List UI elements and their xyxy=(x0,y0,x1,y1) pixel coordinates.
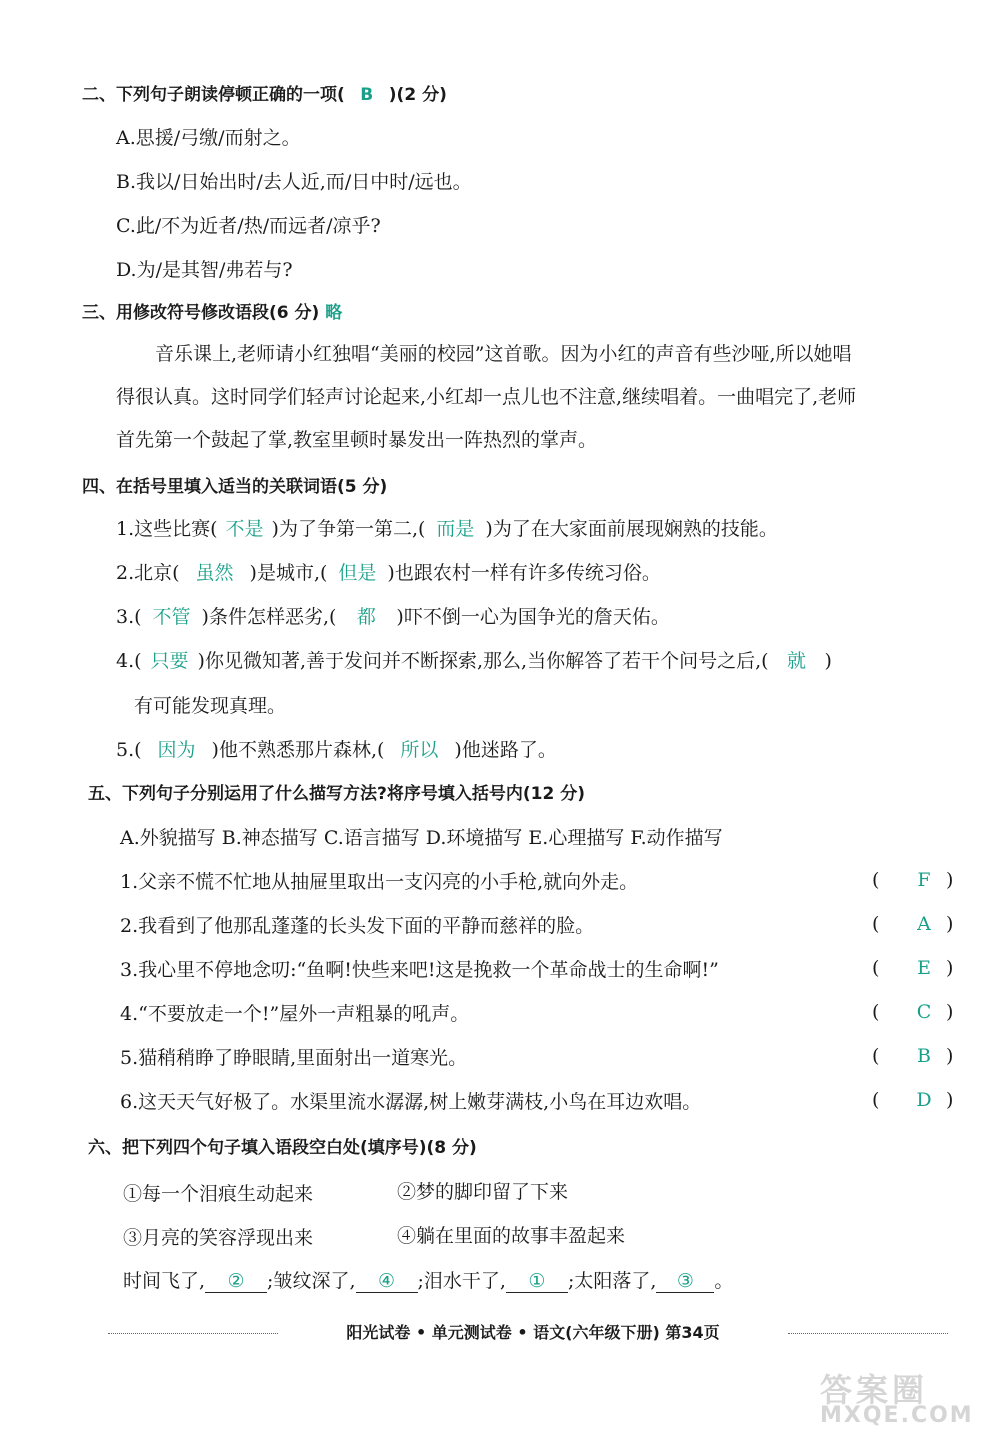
watermark-logo: 答案圈 MXQE.COM xyxy=(820,1371,974,1428)
s4-question-3: 3.( 不管 )条件怎样恶劣,( 都 )吓不倒一心为国争光的詹天佑。 xyxy=(116,606,670,628)
s5-item-3: 3.我心里不停地念叨:“鱼啊!快些来吧!这是挽救一个革命战士的生命啊!” xyxy=(120,959,719,981)
s5-item-4: 4.“不要放走一个!”屋外一声粗暴的吼声。 xyxy=(120,1003,470,1025)
section-4-title: 四、在括号里填入适当的关联词语(5 分) xyxy=(82,477,388,497)
s5-item-5: 5.猫稍稍睁了睁眼睛,里面射出一道寒光。 xyxy=(120,1047,468,1069)
option-b: B.我以/日始出时/去人近,而/日中时/远也。 xyxy=(116,171,472,193)
s5-options: A.外貌描写 B.神态描写 C.语言描写 D.环境描写 E.心理描写 F.动作描写 xyxy=(120,827,723,849)
section-2-answer: B xyxy=(360,85,374,105)
s6-blank-4: ③ xyxy=(656,1268,714,1293)
section-2-title: 二、下列句子朗读停顿正确的一项( B )(2 分) xyxy=(82,82,447,108)
s4-q4-answer-2: 就 xyxy=(787,650,807,672)
paragraph-line-2: 得很认真。这时同学们轻声讨论起来,小红却一点儿也不注意,继续唱着。一曲唱完了,老师 xyxy=(116,386,857,408)
s4-question-1: 1.这些比赛( 不是 )为了争第一第二,( 而是 )为了在大家面前展现娴熟的技能。 xyxy=(116,518,778,540)
page-footer xyxy=(108,1320,948,1346)
s4-q2-answer-1: 虽然 xyxy=(195,562,234,584)
option-d: D.为/是其智/弗若与? xyxy=(116,259,293,281)
s4-q3-answer-2: 都 xyxy=(356,606,376,628)
s4-q1-answer-1: 不是 xyxy=(225,518,264,540)
section-3-answer: 略 xyxy=(325,303,343,323)
footer-text: 阳光试卷 • 单元测试卷 • 语文(六年级下册) 第34页 xyxy=(346,1323,720,1342)
s6-option-2: ②梦的脚印留了下来 xyxy=(397,1181,569,1203)
s6-fill-sentence: 时间飞了, ② ;皱纹深了, ④ ;泪水干了, ① ;太阳落了, ③ 。 xyxy=(123,1270,734,1292)
s6-option-4: ④躺在里面的故事丰盈起来 xyxy=(397,1225,626,1247)
s6-blank-3: ① xyxy=(506,1268,568,1293)
s4-question-4-continued: 有可能发现真理。 xyxy=(134,695,287,717)
s4-q4-answer-1: 只要 xyxy=(150,650,189,672)
paragraph-line-3: 首先第一个鼓起了掌,教室里顿时暴发出一阵热烈的掌声。 xyxy=(116,429,598,451)
section-6-title: 六、把下列四个句子填入语段空白处(填序号)(8 分) xyxy=(88,1138,477,1158)
section-5-title: 五、下列句子分别运用了什么描写方法?将序号填入括号内(12 分) xyxy=(88,784,585,804)
s6-blank-1: ② xyxy=(205,1268,267,1293)
option-c: C.此/不为近者/热/而远者/凉乎? xyxy=(116,215,381,237)
section-3-title: 三、用修改符号修改语段(6 分) 略 xyxy=(82,303,343,323)
footer-dots-right xyxy=(788,1333,948,1334)
footer-dots-left xyxy=(108,1333,278,1334)
s4-q1-answer-2: 而是 xyxy=(436,518,475,540)
s4-q3-answer-1: 不管 xyxy=(152,606,191,628)
s6-blank-2: ④ xyxy=(356,1268,418,1293)
s4-q5-answer-2: 所以 xyxy=(400,739,439,761)
paragraph-line-1: 音乐课上,老师请小红独唱“美丽的校园”这首歌。因为小红的声音有些沙哑,所以她唱 xyxy=(155,343,852,365)
option-a: A.思援/弓缴/而射之。 xyxy=(116,127,301,149)
s4-q5-answer-1: 因为 xyxy=(157,739,196,761)
s4-question-5: 5.( 因为 )他不熟悉那片森林,( 所以 )他迷路了。 xyxy=(116,739,557,761)
s5-item-1: 1.父亲不慌不忙地从抽屉里取出一支闪亮的小手枪,就向外走。 xyxy=(120,871,639,893)
s6-option-1: ①每一个泪痕生动起来 xyxy=(123,1183,314,1205)
s4-question-2: 2.北京( 虽然 )是城市,( 但是 )也跟农村一样有许多传统习俗。 xyxy=(116,562,661,584)
s5-item-6: 6.这天天气好极了。水渠里流水潺潺,树上嫩芽满枝,小鸟在耳边欢唱。 xyxy=(120,1091,702,1113)
s4-q2-answer-2: 但是 xyxy=(338,562,377,584)
s4-question-4: 4.( 只要 )你见微知著,善于发问并不断探索,那么,当你解答了若干个问号之后,( 就 ) xyxy=(116,650,832,672)
s5-item-2: 2.我看到了他那乱蓬蓬的长头发下面的平静而慈祥的脸。 xyxy=(120,915,595,937)
s6-option-3: ③月亮的笑容浮现出来 xyxy=(123,1227,314,1249)
